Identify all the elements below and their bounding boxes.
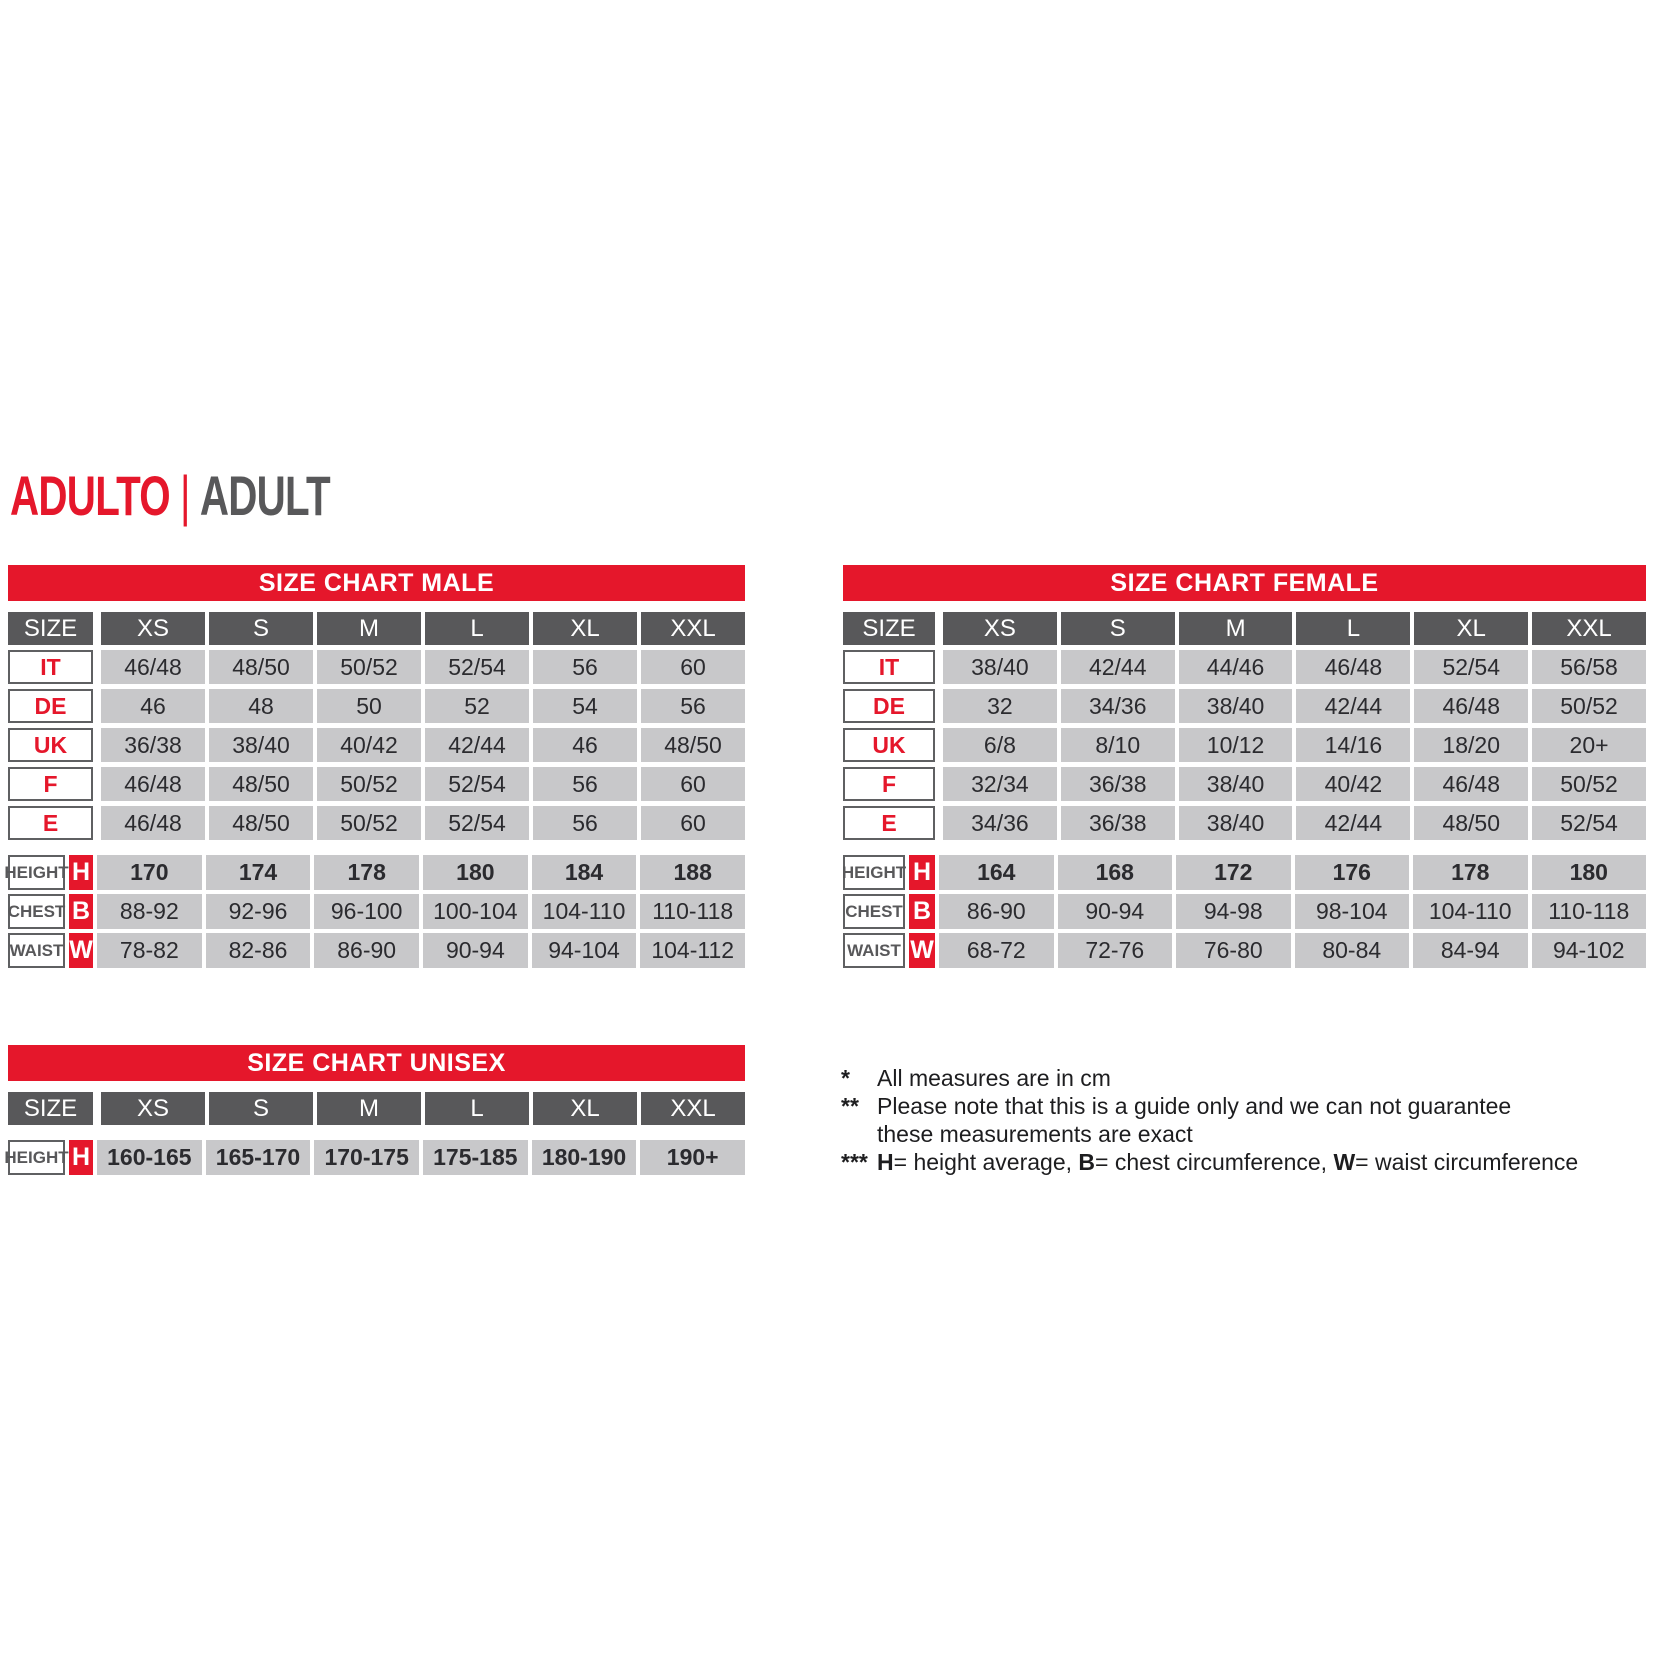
row-label: UK [843,728,935,762]
measure-label: CHEST [843,894,905,929]
cell: 78-82 [97,933,202,968]
measure-key-badge: H [69,1140,93,1175]
cell: 42/44 [425,728,529,762]
cell: 68-72 [939,933,1054,968]
column-header: XS [943,612,1057,645]
table-row [843,650,1646,684]
measure-key-badge: W [909,933,935,968]
cell: 52/54 [425,806,529,840]
cell: 88-92 [97,894,202,929]
cell: 172 [1176,855,1291,890]
footnotes [841,1064,1578,1176]
cell: 86-90 [314,933,419,968]
measure-row-height [4,1140,745,1175]
cell: 90-94 [423,933,528,968]
measure-label: WAIST [843,933,905,968]
cell: 164 [939,855,1054,890]
column-header: S [1061,612,1175,645]
row-label: E [843,806,935,840]
table-title-banner: SIZE CHART MALE [8,565,745,601]
table-row [843,728,1646,762]
measure-label: CHEST [8,894,65,929]
cell: 42/44 [1061,650,1175,684]
cell: 176 [1295,855,1410,890]
cell: 50/52 [317,767,421,801]
row-label: DE [843,689,935,723]
column-header: L [425,1092,529,1125]
measure-row-height [843,855,1646,890]
measure-label: HEIGHT [8,1140,65,1175]
measure-row-waist [8,933,745,968]
cell: 50 [317,689,421,723]
size-header: SIZE [8,612,93,645]
column-header: XXL [641,1092,745,1125]
table-row [8,806,745,840]
column-header: XS [101,612,205,645]
row-label: F [8,767,93,801]
header-row [8,1092,745,1125]
cell: 94-104 [532,933,637,968]
cell: 165-170 [206,1140,311,1175]
measure-key-badge: W [69,933,93,968]
size-chart-female [843,565,1646,968]
column-header: S [209,612,313,645]
footnote-text: H= height average, B= chest circumference, W= waist circumference [877,1149,1579,1175]
cell: 46 [101,689,205,723]
column-header: L [425,612,529,645]
cell: 36/38 [1061,806,1175,840]
page-title [10,464,330,527]
cell: 48/50 [641,728,745,762]
table-row [8,650,745,684]
cell: 104-110 [1413,894,1528,929]
cell: 56 [641,689,745,723]
cell: 50/52 [1532,689,1646,723]
table-row [8,689,745,723]
table-row [8,767,745,801]
column-header: XL [533,1092,637,1125]
column-header: XXL [1532,612,1646,645]
cell: 60 [641,650,745,684]
row-label: F [843,767,935,801]
cell: 38/40 [1179,767,1293,801]
row-label: DE [8,689,93,723]
cell: 48 [209,689,313,723]
cell: 46/48 [101,767,205,801]
cell: 184 [532,855,637,890]
cell: 170-175 [314,1140,419,1175]
footnote-guide [841,1092,1578,1120]
cell: 56 [533,806,637,840]
cell: 50/52 [1532,767,1646,801]
measure-row-chest [843,894,1646,929]
cell: 94-102 [1532,933,1647,968]
measure-key-badge: H [909,855,935,890]
cell: 60 [641,767,745,801]
footnote-text: All measures are in cm [877,1065,1111,1091]
cell: 40/42 [1296,767,1410,801]
cell: 100-104 [423,894,528,929]
table-title-banner: SIZE CHART UNISEX [8,1045,745,1081]
cell: 98-104 [1295,894,1410,929]
measure-label: WAIST [8,933,65,968]
measure-row-waist [843,933,1646,968]
footnote-legend [841,1148,1578,1176]
cell: 104-112 [640,933,745,968]
cell: 36/38 [1061,767,1175,801]
cell: 168 [1058,855,1173,890]
footnote-marker: ** [841,1093,859,1119]
cell: 40/42 [317,728,421,762]
page-title-secondary: ADULT [199,464,330,527]
size-chart-male [4,565,745,968]
cell: 34/36 [1061,689,1175,723]
column-header: S [209,1092,313,1125]
table-row [843,806,1646,840]
size-header: SIZE [8,1092,93,1125]
row-label: UK [8,728,93,762]
cell: 174 [206,855,311,890]
footnote-measures [841,1064,1578,1092]
cell: 46/48 [101,806,205,840]
cell: 46/48 [1414,689,1528,723]
cell: 178 [314,855,419,890]
cell: 52/54 [425,767,529,801]
cell: 84-94 [1413,933,1528,968]
table-row [843,767,1646,801]
cell: 32 [943,689,1057,723]
cell: 48/50 [1414,806,1528,840]
cell: 90-94 [1058,894,1173,929]
column-header: M [317,1092,421,1125]
footnote-marker: * [841,1065,850,1091]
cell: 6/8 [943,728,1057,762]
cell: 178 [1413,855,1528,890]
table-row [8,728,745,762]
cell: 60 [641,806,745,840]
cell: 180 [1532,855,1647,890]
cell: 18/20 [1414,728,1528,762]
cell: 190+ [640,1140,745,1175]
row-label: E [8,806,93,840]
cell: 94-98 [1176,894,1291,929]
cell: 48/50 [209,650,313,684]
table-row [843,689,1646,723]
row-label: IT [843,650,935,684]
measure-key-badge: H [69,855,93,890]
cell: 38/40 [1179,689,1293,723]
cell: 46/48 [1296,650,1410,684]
row-label: IT [8,650,93,684]
cell: 38/40 [943,650,1057,684]
column-header: XL [533,612,637,645]
cell: 50/52 [317,806,421,840]
cell: 56 [533,767,637,801]
header-row [843,612,1646,645]
measure-label: HEIGHT [8,855,65,890]
cell: 48/50 [209,767,313,801]
page-title-primary: ADULTO [10,464,170,527]
cell: 48/50 [209,806,313,840]
cell: 38/40 [1179,806,1293,840]
cell: 76-80 [1176,933,1291,968]
footnote-marker: *** [841,1149,868,1175]
cell: 52 [425,689,529,723]
cell: 52/54 [1414,650,1528,684]
measure-row-height [4,855,745,890]
size-chart-unisex [4,1045,745,1175]
cell: 38/40 [209,728,313,762]
cell: 32/34 [943,767,1057,801]
cell: 86-90 [939,894,1054,929]
column-header: M [317,612,421,645]
cell: 44/46 [1179,650,1293,684]
cell: 14/16 [1296,728,1410,762]
cell: 110-118 [640,894,745,929]
cell: 46 [533,728,637,762]
cell: 160-165 [97,1140,202,1175]
cell: 50/52 [317,650,421,684]
column-header: XL [1414,612,1528,645]
footnote-text: Please note that this is a guide only and we can not guarantee [877,1093,1512,1119]
cell: 8/10 [1061,728,1175,762]
size-header: SIZE [843,612,935,645]
column-header: XS [101,1092,205,1125]
cell: 80-84 [1295,933,1410,968]
cell: 170 [97,855,202,890]
column-header: M [1179,612,1293,645]
cell: 180-190 [532,1140,637,1175]
cell: 56 [533,650,637,684]
cell: 46/48 [101,650,205,684]
cell: 110-118 [1532,894,1647,929]
footnote-marker [841,1120,877,1148]
cell: 72-76 [1058,933,1173,968]
header-row [8,612,745,645]
cell: 180 [423,855,528,890]
cell: 175-185 [423,1140,528,1175]
cell: 52/54 [425,650,529,684]
cell: 10/12 [1179,728,1293,762]
cell: 82-86 [206,933,311,968]
cell: 42/44 [1296,806,1410,840]
cell: 36/38 [101,728,205,762]
cell: 56/58 [1532,650,1646,684]
footnote-text: these measurements are exact [877,1121,1193,1147]
table-title-banner: SIZE CHART FEMALE [843,565,1646,601]
cell: 34/36 [943,806,1057,840]
title-separator: | [180,464,190,527]
cell: 104-110 [532,894,637,929]
cell: 96-100 [314,894,419,929]
cell: 52/54 [1532,806,1646,840]
cell: 54 [533,689,637,723]
measure-key-badge: B [909,894,935,929]
measure-row-chest [8,894,745,929]
cell: 20+ [1532,728,1646,762]
cell: 46/48 [1414,767,1528,801]
measure-key-badge: B [69,894,93,929]
cell: 188 [640,855,745,890]
cell: 92-96 [206,894,311,929]
cell: 42/44 [1296,689,1410,723]
measure-label: HEIGHT [843,855,905,890]
footnote-guide-continued [841,1120,1578,1148]
column-header: XXL [641,612,745,645]
column-header: L [1296,612,1410,645]
